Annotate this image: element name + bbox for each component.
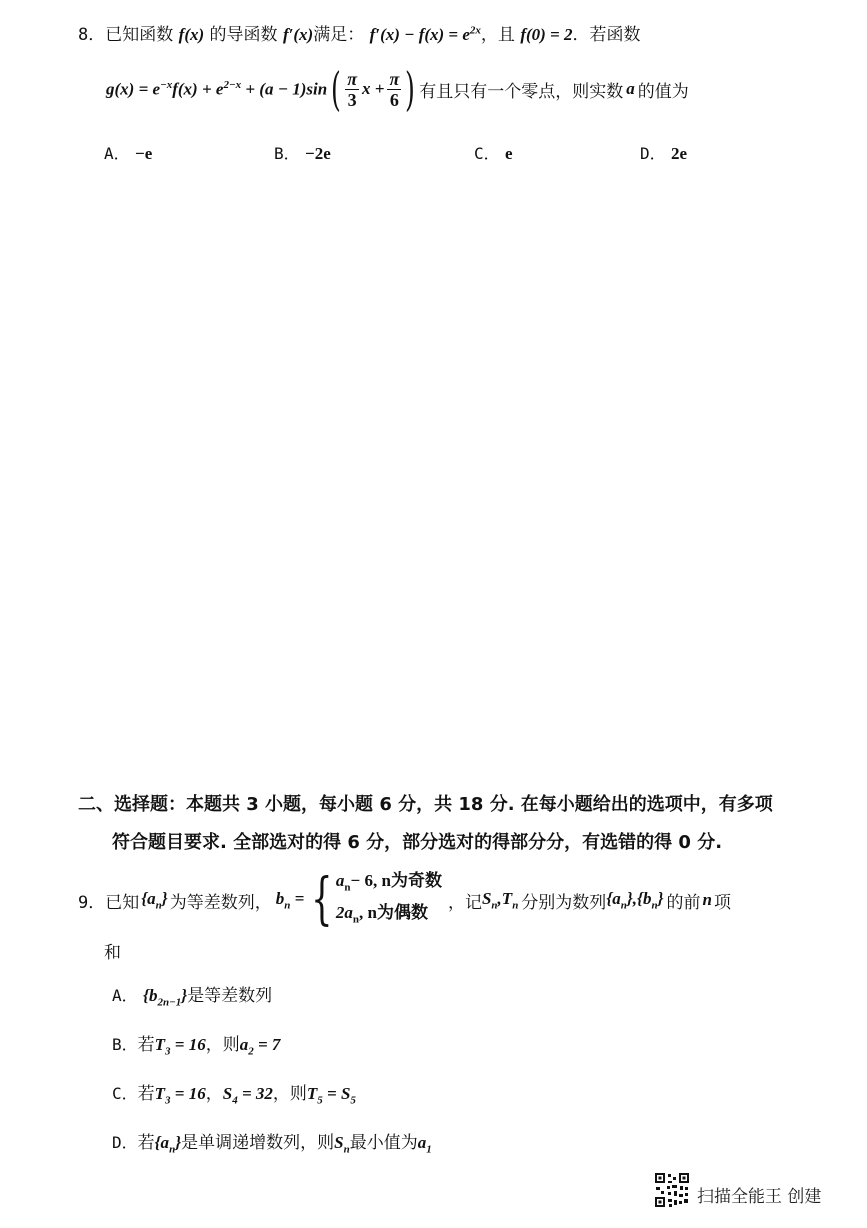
q9-option-c[interactable]: C．若$T_3 = 16$，$S_4 = 32$，则$T_5 = S_5$ xyxy=(112,1084,356,1107)
q8-option-a[interactable]: A． −e xyxy=(104,144,153,163)
q9-option-b[interactable]: B．若$T_3 = 16$，则$a_2 = 7$ xyxy=(112,1035,281,1058)
q8-mid2: 满足： xyxy=(313,25,365,45)
section2-line2: 符合题目要求. 全部选对的得 6 分，部分选对的得部分分，有选错的得 0 分. xyxy=(112,832,723,853)
qr-code-icon xyxy=(654,1172,690,1208)
q9-n-var: n xyxy=(702,890,712,910)
q9-intro: 已知 xyxy=(105,892,140,913)
section2-line1: 二、选择题：本题共 3 小题，每小题 6 分，共 18 分. 在每小题给出的选项中，有多项 xyxy=(78,794,773,815)
q9-case1: $a_n- 6$, n为奇数 xyxy=(335,871,442,894)
q9-mid4: 的前 xyxy=(666,892,701,913)
q8-frac-pi-3: $\frac{\pi}{3}$ xyxy=(347,68,358,110)
q8-frac-pi-6: $\frac{\pi}{6}$ xyxy=(389,68,400,110)
q8-eq1: $f'(x) - f(x) = e^{2x}$ xyxy=(369,24,481,44)
q9-cases xyxy=(304,868,442,933)
q8-option-c[interactable]: C． e xyxy=(474,144,513,163)
q8-option-d[interactable]: D． 2e xyxy=(640,144,688,163)
q8-mid3: ，且 xyxy=(480,25,515,45)
left-brace: { xyxy=(311,867,333,933)
q8-option-b[interactable]: B． −2e xyxy=(274,144,331,163)
q8-mid4: ．若函数 xyxy=(572,25,641,45)
q9-an-set: $\{a_n\}$ xyxy=(141,889,168,912)
q8-fpx: f′(x) xyxy=(282,25,314,44)
q9-line2: 和 xyxy=(104,943,121,963)
q8-tail2: 的值为 xyxy=(637,81,689,102)
scanner-watermark-text: 扫描全能王 创建 xyxy=(697,1187,822,1207)
q9-mid5: 项 xyxy=(713,892,731,913)
right-paren: ) xyxy=(405,62,416,116)
q9-bn: $b_n$ = xyxy=(275,889,305,912)
q8-a-var: a xyxy=(626,79,635,98)
q8-x-plus: x + xyxy=(362,79,385,98)
q9-line1 xyxy=(78,868,731,933)
q8-line1 xyxy=(78,20,641,45)
q9-case2: $2a_n$, n为偶数 xyxy=(335,903,429,926)
q9-sn-tn: $S_n,T_n$ xyxy=(481,889,519,912)
q8-tail1: 有且只有一个零点，则实数 xyxy=(419,81,624,102)
q8-f0: f(0) = 2 xyxy=(520,25,573,44)
q8-line2 xyxy=(106,62,689,116)
q9-seq-sets: $\{a_n\},\{b_n\}$ xyxy=(606,889,664,912)
q8-intro: 已知函数 xyxy=(105,25,174,45)
q8-fx: f(x) xyxy=(178,25,205,44)
q8-mid1: 的导函数 xyxy=(209,25,278,45)
q9-number: 9． xyxy=(78,892,106,913)
left-paren: ( xyxy=(331,62,342,116)
q9-option-d[interactable]: D．若$\{a_n\}$是单调递增数列，则$S_n$最小值为$a_1$ xyxy=(112,1133,432,1156)
q9-mid1: 为等差数列， xyxy=(169,892,272,913)
q9-mid2: ，记 xyxy=(447,892,482,913)
q8-number: 8． xyxy=(78,25,106,45)
q8-g-lhs: $g(x) = e^{-x}f(x) + e^{2-x} + (a - 1)\sin$ xyxy=(106,78,328,99)
q9-mid3: 分别为数列 xyxy=(521,892,607,913)
q9-option-a[interactable]: A． $\{b_{2n-1}\}$是等差数列 xyxy=(112,986,273,1009)
